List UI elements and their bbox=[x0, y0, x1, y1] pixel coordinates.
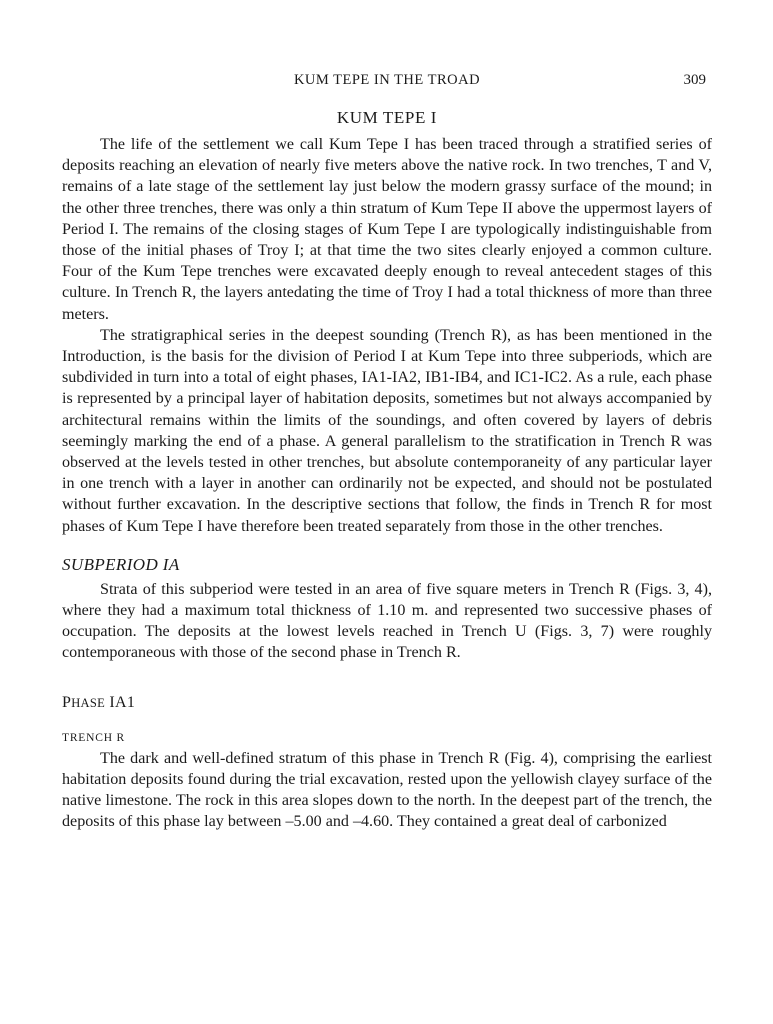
paragraph-intro: The life of the settlement we call Kum Tepe I has been traced through a stratified series of deposits reaching an elevation of nearly five meters above the native rock. In two trenches, T and V, remains of a late stage of the settlement lay just below the modern grassy surface of the mound; in the other three trenches, there was only a thin stratum of Kum Tepe II above the uppermost layers of Period I. The remains of the closing stages of Kum Tepe I are typologically indistinguishable from those of the initial phases of Troy I; at that time the two sites clearly enjoyed a common culture. Four of the Kum Tepe trenches were excavated deeply enough to reveal antecedent stages of this culture. In Trench R, the layers antedating the time of Troy I had a total thickness of more than three meters. bbox=[62, 136, 712, 323]
paragraph-stratigraphy: The stratigraphical series in the deepest sounding (Trench R), as has been mentioned in the Introduction, is the basis for the division of Period I at Kum Tepe into three subperiods, which are subdivided in turn into a total of eight phases, IA1-IA2, IB1-IB4, and IC1-IC2. As a rule, each phase is represented by a principal layer of habitation deposits, sometimes but not always accompanied by architectural remains within the limits of the soundings, and often covered by layers of debris seemingly marking the end of a phase. A general parallelism to the stratification in Trench R was observed at the levels tested in other trenches, but absolute contemporaneity of any particular layer in one trench with a layer in another can ordinarily not be expected, and should not be postulated without further excavation. In the descriptive sections that follow, the finds in Trench R for most phases of Kum Tepe I have therefore been treated separately from those in the other trenches. bbox=[62, 326, 712, 535]
running-title: KUM TEPE IN THE TROAD bbox=[293, 72, 481, 88]
paragraph-subperiod: Strata of this subperiod were tested in an area of five square meters in Trench R (Figs. 3, 4), where they had a maximum total thickness of 1.10 m. and represented two successive phases of occupation. The deposits at the lowest levels reached in Trench U (Figs. 3, 7) were roughly contemporaneous with those of the second phase in Trench R. bbox=[62, 580, 712, 662]
page-number: 309 bbox=[683, 72, 706, 88]
minor-heading-trench: TRENCH R bbox=[62, 731, 125, 744]
phase-initial: P bbox=[62, 693, 72, 711]
chapter-title: KUM TEPE I bbox=[336, 108, 438, 127]
phase-number: IA1 bbox=[105, 693, 136, 711]
subsection-heading-phase bbox=[62, 694, 712, 712]
paragraph-trench: The dark and well-defined stratum of this phase in Trench R (Fig. 4), comprising the earliest habitation deposits found during the trial excavation, rested upon the yellowish clayey surface of the native limestone. The rock in this area slopes down to the north. In the deepest part of the trench, the deposits of this phase lay between –5.00 and –4.60. They contained a great deal of carbonized bbox=[62, 749, 712, 831]
page bbox=[62, 68, 712, 832]
phase-smallcaps: HASE bbox=[71, 695, 106, 710]
running-head bbox=[62, 68, 712, 94]
section-heading-subperiod: SUBPERIOD IA bbox=[62, 554, 180, 574]
